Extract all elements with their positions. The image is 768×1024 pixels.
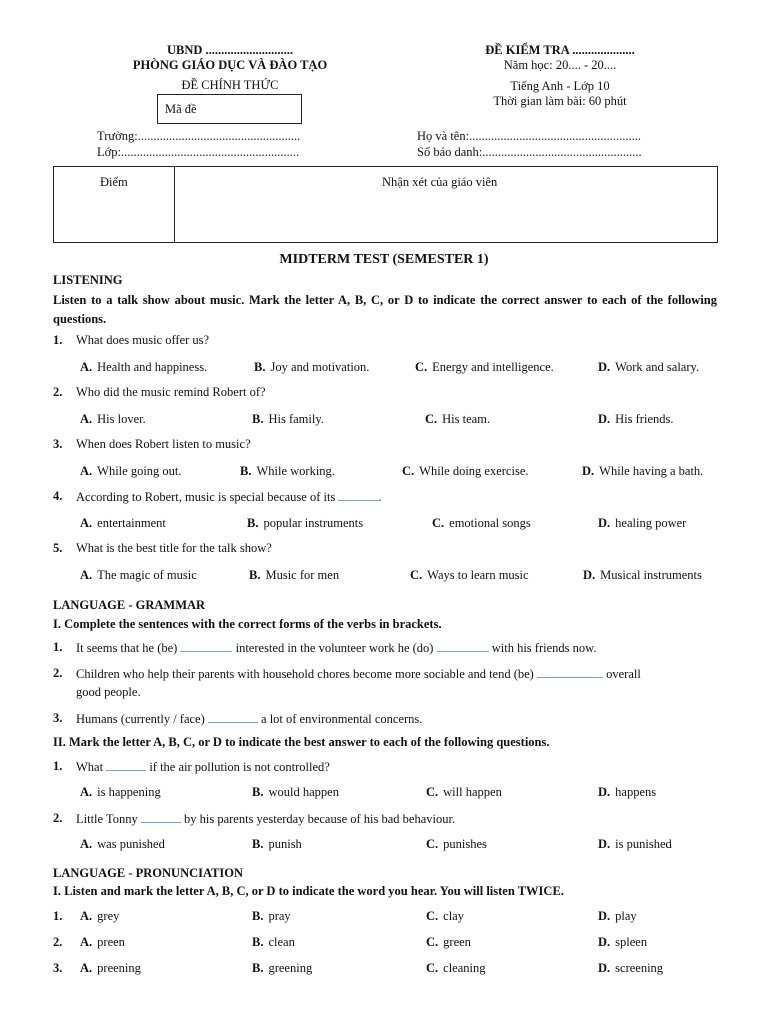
option-text: Joy and motivation. (270, 360, 370, 374)
question-text (76, 711, 422, 727)
option-text: clean (268, 935, 295, 949)
question-text-part: What does music offer us? (76, 333, 210, 347)
question-text (76, 640, 596, 656)
question-text-part: by his parents yesterday because of his bad behaviour. (184, 812, 456, 826)
option-text: is punished (615, 837, 672, 851)
answer-option[interactable] (415, 360, 554, 375)
question-text (76, 385, 266, 400)
option-letter: B. (247, 516, 259, 530)
option-letter: D. (598, 935, 611, 949)
option-letter: D. (598, 412, 611, 426)
question-text-part: Children who help their parents with household chores become more sociable and tend (be) (76, 667, 534, 681)
header-subject: Tiếng Anh - Lớp 10 (510, 79, 610, 93)
option-text: healing power (615, 516, 687, 530)
answer-option[interactable] (425, 412, 490, 427)
option-text: will happen (443, 785, 502, 799)
option-letter: A. (80, 837, 93, 851)
option-letter: B. (252, 837, 264, 851)
question-text-part: if the air pollution is not controlled? (149, 760, 330, 774)
option-letter: D. (598, 516, 611, 530)
option-text: greening (268, 961, 313, 975)
answer-option[interactable] (252, 909, 291, 924)
option-letter: B. (252, 412, 264, 426)
question-number: 2. (53, 811, 63, 825)
option-text: popular instruments (263, 516, 364, 530)
option-letter: C. (410, 568, 423, 582)
answer-option[interactable] (432, 516, 531, 531)
option-letter: A. (80, 464, 93, 478)
answer-option[interactable] (402, 464, 529, 479)
option-text: While going out. (97, 464, 182, 478)
option-letter: D. (598, 360, 611, 374)
option-text: green (443, 935, 471, 949)
answer-blank[interactable] (437, 640, 489, 652)
option-letter: C. (425, 412, 438, 426)
question-number: 1. (53, 640, 63, 654)
answer-option[interactable] (583, 568, 702, 583)
answer-option[interactable] (80, 961, 141, 976)
option-text: pray (268, 909, 291, 923)
answer-option[interactable] (426, 785, 502, 800)
option-letter: A. (80, 961, 93, 975)
answer-option[interactable] (252, 837, 302, 852)
option-text: Energy and intelligence. (432, 360, 554, 374)
option-text: Music for men (265, 568, 340, 582)
option-text: His lover. (97, 412, 146, 426)
question-text-part: overall (606, 667, 641, 681)
option-text: is happening (97, 785, 161, 799)
option-letter: D. (583, 568, 596, 582)
question-number: 3. (53, 961, 63, 975)
question-text-part: What (76, 760, 104, 774)
option-text: cleaning (443, 961, 486, 975)
option-text: grey (97, 909, 120, 923)
question-number: 3. (53, 437, 63, 451)
test-title: MIDTERM TEST (SEMESTER 1) (279, 252, 489, 267)
option-text: preen (97, 935, 125, 949)
option-text: would happen (268, 785, 339, 799)
option-letter: B. (249, 568, 261, 582)
answer-option[interactable] (598, 935, 647, 950)
answer-option[interactable] (598, 785, 656, 800)
answer-blank[interactable] (537, 666, 603, 678)
option-letter: C. (402, 464, 415, 478)
answer-option[interactable] (582, 464, 703, 479)
answer-option[interactable] (254, 360, 369, 375)
question-text (76, 437, 251, 452)
answer-option[interactable] (426, 935, 471, 950)
option-text: screening (615, 961, 664, 975)
question-number: 1. (53, 333, 63, 347)
answer-option[interactable] (80, 935, 125, 950)
question-text (76, 541, 272, 556)
option-text: Ways to learn music (427, 568, 529, 582)
option-letter: A. (80, 909, 93, 923)
answer-option[interactable] (80, 464, 182, 479)
answer-option[interactable] (240, 464, 335, 479)
option-letter: C. (432, 516, 445, 530)
option-letter: D. (598, 909, 611, 923)
pronunciation-instruction: I. Listen and mark the letter A, B, C, or D to indicate the word you hear. You will listen TWICE. (53, 884, 564, 898)
option-letter: D. (582, 464, 595, 478)
question-text-part: What is the best title for the talk show? (76, 541, 272, 555)
question-text-continued: good people. (76, 685, 141, 699)
answer-option[interactable] (598, 516, 686, 531)
option-letter: C. (426, 785, 439, 799)
question-text-part: Little Tonny (76, 812, 138, 826)
option-text: clay (443, 909, 464, 923)
answer-option[interactable] (80, 516, 166, 531)
option-letter: C. (426, 837, 439, 851)
option-letter: C. (426, 935, 439, 949)
option-letter: D. (598, 837, 611, 851)
option-text: His family. (268, 412, 324, 426)
option-text: punish (268, 837, 302, 851)
answer-option[interactable] (598, 909, 637, 924)
option-letter: A. (80, 516, 93, 530)
answer-option[interactable] (80, 909, 119, 924)
question-text-part: a lot of environmental concerns. (261, 712, 423, 726)
score-table-divider (174, 167, 175, 242)
answer-option[interactable] (80, 568, 197, 583)
pronunciation-heading: LANGUAGE - PRONUNCIATION (53, 866, 244, 880)
question-text-part: . (378, 490, 382, 504)
option-letter: B. (254, 360, 266, 374)
question-number: 3. (53, 711, 63, 725)
option-text: His friends. (615, 412, 674, 426)
answer-option[interactable] (598, 837, 672, 852)
option-letter: D. (598, 961, 611, 975)
question-number: 2. (53, 935, 63, 949)
answer-option[interactable] (80, 837, 165, 852)
question-number: 1. (53, 759, 63, 773)
question-text (76, 333, 209, 348)
score-label: Điểm (100, 175, 128, 189)
ma-de-label: Mã đề (165, 102, 197, 116)
answer-option[interactable] (80, 412, 146, 427)
question-text (76, 489, 381, 505)
option-letter: A. (80, 360, 93, 374)
question-text-part: Who did the music remind Robert of? (76, 385, 266, 399)
answer-blank[interactable] (180, 640, 232, 652)
question-text-part: According to Robert, music is special because of its (76, 490, 336, 504)
question-number: 5. (53, 541, 63, 555)
option-text: While doing exercise. (419, 464, 529, 478)
candidate-number-field: Số báo danh:................................................... (417, 145, 642, 159)
class-field: Lớp:......................................................... (97, 145, 300, 159)
grammar-part1-instruction: I. Complete the sentences with the correct forms of the verbs in brackets. (53, 617, 442, 631)
answer-option[interactable] (252, 412, 324, 427)
option-letter: D. (598, 785, 611, 799)
header-department: PHÒNG GIÁO DỤC VÀ ĐÀO TẠO (132, 58, 328, 72)
answer-option[interactable] (252, 935, 295, 950)
teacher-comment-label: Nhận xét của giáo viên (382, 175, 498, 189)
header-school-year: Năm học: 20.... - 20.... (503, 58, 617, 72)
option-text: was punished (97, 837, 165, 851)
option-text: entertainment (97, 516, 166, 530)
answer-option[interactable] (80, 785, 161, 800)
question-number: 1. (53, 909, 63, 923)
answer-option[interactable] (426, 909, 464, 924)
answer-blank[interactable] (338, 489, 378, 501)
question-text (76, 666, 641, 682)
question-text-part: It seems that he (be) (76, 641, 178, 655)
grammar-part2-instruction: II. Mark the letter A, B, C, or D to indicate the best answer to each of the following questions. (53, 735, 550, 749)
option-text: preening (97, 961, 141, 975)
option-letter: C. (426, 961, 439, 975)
score-table (53, 166, 718, 243)
option-text: Musical instruments (600, 568, 702, 582)
option-letter: A. (80, 412, 93, 426)
option-letter: A. (80, 785, 93, 799)
option-letter: B. (240, 464, 252, 478)
answer-option[interactable] (598, 412, 673, 427)
question-number: 2. (53, 385, 63, 399)
option-text: happens (615, 785, 657, 799)
option-text: Work and salary. (615, 360, 700, 374)
listening-instruction: Listen to a talk show about music. Mark the letter A, B, C, or D to indicate the correct answer to each of the following questions. (53, 293, 717, 326)
option-text: punishes (443, 837, 487, 851)
option-letter: A. (80, 935, 93, 949)
option-text: Health and happiness. (97, 360, 208, 374)
answer-option[interactable] (598, 360, 699, 375)
question-text-part: interested in the volunteer work he (do) (235, 641, 434, 655)
fullname-field: Họ và tên:....................................................... (417, 129, 641, 143)
answer-option[interactable] (80, 360, 207, 375)
question-text-part: When does Robert listen to music? (76, 437, 251, 451)
option-letter: B. (252, 909, 264, 923)
answer-blank[interactable] (208, 711, 258, 723)
option-letter: B. (252, 935, 264, 949)
answer-blank[interactable] (141, 811, 181, 823)
answer-option[interactable] (249, 568, 339, 583)
option-text: While working. (256, 464, 335, 478)
option-letter: B. (252, 785, 264, 799)
option-letter: C. (415, 360, 428, 374)
header-official: ĐỀ CHÍNH THỨC (181, 78, 279, 92)
grammar-heading: LANGUAGE - GRAMMAR (53, 598, 206, 612)
answer-option[interactable] (426, 837, 487, 852)
option-text: The magic of music (97, 568, 197, 582)
option-text: emotional songs (449, 516, 531, 530)
answer-option[interactable] (410, 568, 529, 583)
option-text: While having a bath. (599, 464, 704, 478)
answer-blank[interactable] (106, 759, 146, 771)
listening-heading: LISTENING (53, 273, 123, 287)
question-text-part: with his friends now. (491, 641, 597, 655)
question-number: 2. (53, 666, 63, 680)
ma-de-box (157, 94, 302, 124)
header-ubnd: UBND ............................ (166, 43, 294, 57)
header-duration: Thời gian làm bài: 60 phút (493, 94, 627, 108)
option-text: His team. (442, 412, 491, 426)
answer-option[interactable] (252, 961, 312, 976)
option-letter: A. (80, 568, 93, 582)
option-letter: C. (426, 909, 439, 923)
question-text (76, 811, 455, 827)
question-number: 4. (53, 489, 63, 503)
question-text (76, 759, 330, 775)
question-text-part: Humans (currently / face) (76, 712, 205, 726)
answer-option[interactable] (252, 785, 339, 800)
option-letter: B. (252, 961, 264, 975)
answer-option[interactable] (247, 516, 363, 531)
answer-option[interactable] (426, 961, 486, 976)
option-text: spleen (615, 935, 648, 949)
school-field: Trường:.................................................... (97, 129, 301, 143)
header-exam-title: ĐỀ KIỂM TRA .................... (485, 43, 635, 57)
answer-option[interactable] (598, 961, 663, 976)
option-text: play (615, 909, 637, 923)
